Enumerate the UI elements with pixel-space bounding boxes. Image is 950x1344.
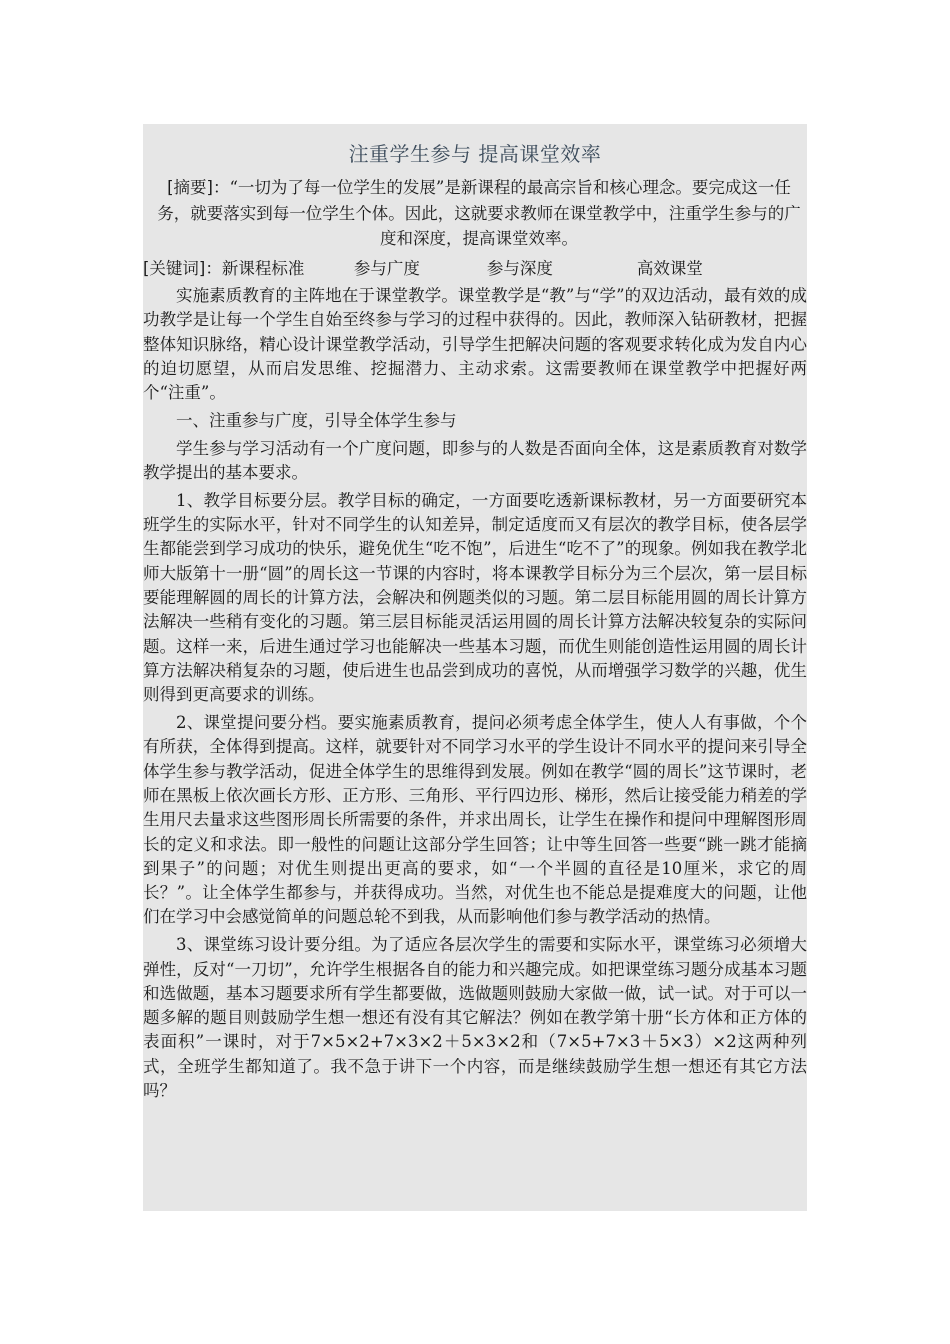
keyword-item: 参与深度	[486, 259, 553, 278]
keyword-item: 新课程标准	[221, 259, 305, 278]
paragraph: 学生参与学习活动有一个广度问题，即参与的人数是否面向全体，这是素质教育对数学教学提出的基本要求。	[143, 438, 807, 483]
paragraph: 2、课堂提问要分档。要实施素质教育，提问必须考虑全体学生，使人人有事做，个个有所获，全体得到提高。这样，就要针对不同学习水平的学生设计不同水平的提问来引导全体学生参与教学活动，促进全体学生的思维得到发展。例如在教学“圆的周长”这节课时，老师在黑板上依次画长方形、正方形、三角形、平行四边形、梯形，然后让接受能力稍差的学生用尺去量求这些图形周长所需要的条件，并求出周长，让学生在操作和提问中理解图形周长的定义和求法。即一般性的问题让这部分学生回答；让中等生回答一些要“跳一跳才能摘到果子”的问题；对优生则提出更高的要求，如“一个半圆的直径是10厘米，求它的周长？”。让全体学生都参与，并获得成功。当然，对优生也不能总是提难度大的问题，让他们在学习中会感觉简单的问题总轮不到我，从而影响他们参与教学活动的热情。	[143, 713, 807, 927]
abstract	[151, 175, 807, 252]
abstract-text: “一切为了每一位学生的发展”是新课程的最高宗旨和核心理念。要完成这一任务，就要落实到每一位学生个体。因此，这就要求教师在课堂教学中，注重学生参与的广度和深度，提高课堂效率。	[157, 178, 801, 248]
abstract-label: [摘要]：	[167, 178, 230, 197]
page-title: 注重学生参与 提高课堂效率	[348, 142, 602, 166]
keyword-item: 高效课堂	[636, 259, 703, 278]
keywords-label: [关键词]：	[143, 259, 222, 278]
keywords	[143, 257, 807, 281]
document-page	[143, 124, 807, 1211]
paragraph: 3、课堂练习设计要分组。为了适应各层次学生的需要和实际水平，课堂练习必须增大弹性，反对“一刀切”，允许学生根据各自的能力和兴趣完成。如把课堂练习题分成基本习题和选做题，基本习题要求所有学生都要做，选做题则鼓励大家做一做，试一试。对于可以一题多解的题目则鼓励学生想一想还有没有其它解法？例如在教学第十册“长方体和正方体的表面积”一课时，对于7×5×2+7×3×2＋5×3×2和（7×5+7×3＋5×3）×2这两种列式，全班学生都知道了。我不急于讲下一个内容，而是继续鼓励学生想一想还有其它方法吗？	[143, 935, 807, 1100]
section-heading: 一、注重参与广度，引导全体学生参与	[176, 410, 457, 430]
paragraph: 实施素质教育的主阵地在于课堂教学。课堂教学是“教”与“学”的双边活动，最有效的成功教学是让每一个学生自始至终参与学习的过程中获得的。因此，教师深入钻研教材，把握整体知识脉络，精心设计课堂教学活动，引导学生把解决问题的客观要求转化成为发自内心的迫切愿望，从而启发思维、挖掘潜力、主动求索。这需要教师在课堂教学中把握好两个“注重”。	[143, 286, 807, 403]
body-text	[143, 284, 807, 1103]
keyword-item: 参与广度	[353, 259, 420, 278]
paragraph: 1、教学目标要分层。教学目标的确定，一方面要吃透新课标教材，另一方面要研究本班学生的实际水平，针对不同学生的认知差异，制定适度而又有层次的教学目标，使各层学生都能尝到学习成功的快乐，避免优生“吃不饱”，后进生“吃不了”的现象。例如我在教学北师大版第十一册“圆”的周长这一节课的内容时，将本课教学目标分为三个层次，第一层目标要能理解圆的周长的计算方法，会解决和例题类似的习题。第二层目标能用圆的周长计算方法解决一些稍有变化的习题。第三层目标能灵活运用圆的周长计算方法解决较复杂的实际问题。这样一来，后进生通过学习也能解决一些基本习题，而优生则能创造性运用圆的周长计算方法解决稍复杂的习题，使后进生也品尝到成功的喜悦，从而增强学习数学的兴趣，优生则得到更高要求的训练。	[143, 490, 807, 705]
